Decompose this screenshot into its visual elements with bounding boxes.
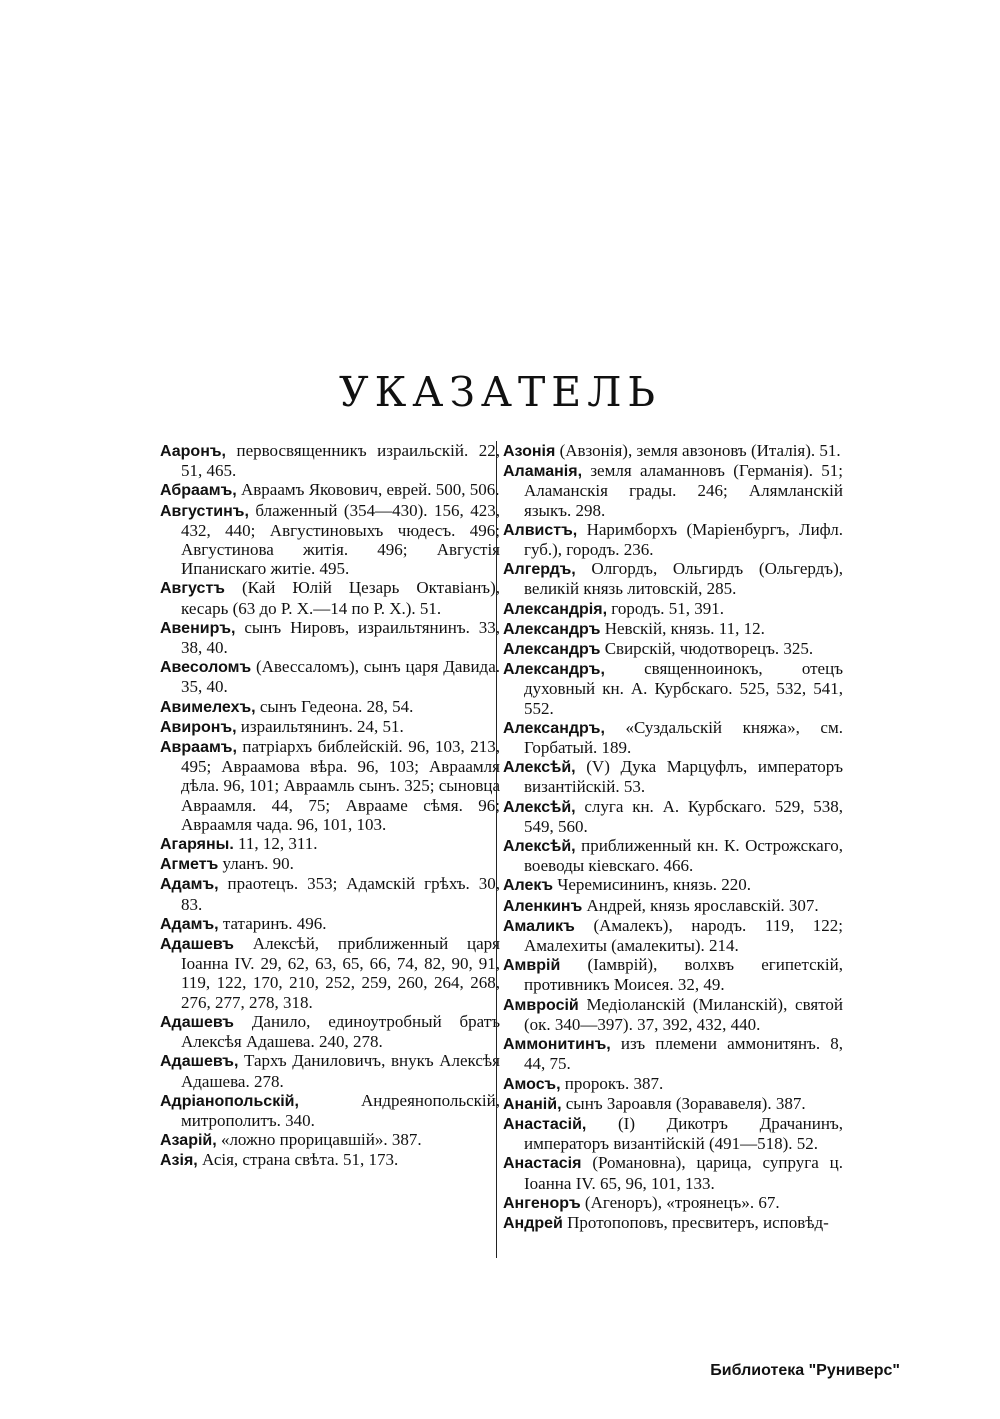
entry-headword: Амвросій [503, 996, 579, 1014]
entry-text: земля аламанновъ (Германія). 51; Аламанскія грады. 246; Алямланскій языкъ. 298. [524, 461, 843, 520]
entry-headword: Алексѣй, [503, 759, 576, 777]
index-entry [503, 797, 843, 836]
entry-headword: Александръ, [503, 661, 605, 679]
entry-text: праотецъ. 353; Адамскій грѣхъ. 30, 83. [181, 874, 500, 914]
index-entry [503, 639, 843, 659]
entry-text: патріархъ библейскій. 96, 103, 213, 495; Авраамова вѣра. 96, 103; Авраамля дѣла. 96, 101; Авраамль сынъ. 325; сыновца Авраамля. 44, 75; Аврааме сѣмя. 96; Авраамля чада. 96, 101, 103. [181, 737, 500, 834]
entry-headword: Азія, [160, 1152, 198, 1170]
index-entry [160, 578, 500, 617]
entry-text: Олгордъ, Ольгирдъ (Ольгердъ), великій князь литовскій, 285. [524, 559, 843, 599]
entry-headword: Адамъ, [160, 876, 219, 894]
entry-text: Тархъ Даниловичъ, внукъ Алексѣя Адашева. 278. [181, 1051, 500, 1091]
entry-text: 11, 12, 311. [233, 834, 318, 854]
entry-headword: Агметъ [160, 856, 219, 874]
entry-headword: Азонія [503, 443, 556, 460]
entry-headword: Авиронъ, [160, 718, 237, 736]
entry-text: блаженный (354—430). 156, 423, 432, 440; Августиновыхъ чюдесъ. 496; Августинова житія. 496; Августія Ипанискаго житіе. 495. [181, 500, 500, 579]
index-entry [160, 1012, 500, 1051]
entry-text: Данило, единоутробный братъ Алексѣя Адашева. 240, 278. [181, 1011, 500, 1052]
index-entry [503, 916, 843, 955]
entry-headword: Адашевъ [160, 936, 234, 954]
entry-headword: Алексѣй, [503, 798, 576, 816]
entry-text: Невскій, князь. 11, 12. [600, 618, 765, 638]
entry-headword: Аленкинъ [503, 897, 583, 915]
entry-headword: Андрей [503, 1214, 563, 1232]
index-entry [503, 1034, 843, 1073]
entry-headword: Александрія, [503, 600, 608, 618]
entry-headword: Авениръ, [160, 619, 236, 637]
entry-headword: Агаряны. [160, 836, 234, 854]
index-entry [503, 619, 843, 639]
entry-text: Андреянопольскій, митрополитъ. 340. [181, 1090, 500, 1130]
entry-text: (Авессаломъ), сынъ царя Давида. 35, 40. [181, 657, 500, 697]
entry-text: «Суздальскій княжа», см. Горбатый. 189. [524, 717, 843, 758]
entry-headword: Алгердъ, [503, 561, 576, 579]
entry-text: городъ. 51, 391. [607, 598, 725, 618]
index-entry [503, 1153, 843, 1192]
entry-headword: Аламанія, [503, 463, 583, 481]
index-entry [160, 1130, 500, 1150]
entry-text: (Авзонія), земля авзоновъ (Италія). 51. [555, 441, 841, 460]
index-entry [160, 874, 500, 913]
index-entry [160, 1091, 500, 1130]
entry-headword: Адріанопольскій, [160, 1092, 299, 1110]
entry-text: Медіоланскій (Миланскій), святой (ок. 340—397). 37, 392, 432, 440. [524, 994, 843, 1034]
entry-text: сынъ Зароавля (Зорававеля). 387. [561, 1093, 806, 1113]
index-entry [503, 1114, 843, 1153]
entry-text: уланъ. 90. [218, 854, 294, 874]
entry-text: Алексѣй, приближенный царя Іоанна IV. 29, 62, 63, 65, 66, 74, 82, 90, 91, 119, 122, 170, 210, 252, 259, 260, 264, 268, 276, 277, 278, 318. [181, 934, 500, 1012]
entry-text: изъ племени аммонитянъ. 8, 44, 75. [524, 1034, 843, 1074]
index-entry [503, 1094, 843, 1114]
index-entry [503, 955, 843, 994]
entry-headword: Анастасія [503, 1155, 582, 1173]
entry-text: Черемисининъ, князь. 220. [553, 875, 751, 895]
entry-headword: Амаликъ [503, 917, 575, 935]
entry-headword: Ааронъ, [160, 443, 226, 460]
entry-headword: Авимелехъ, [160, 698, 256, 716]
entry-text: (Кай Юлій Цезарь Октавіанъ), кесарь (63 до Р. Х.—14 по Р. Х.). 51. [181, 578, 500, 618]
entry-headword: Александръ, [503, 719, 605, 737]
entry-headword: Амврій [503, 957, 561, 975]
index-entry [503, 599, 843, 619]
index-entry [503, 659, 843, 718]
entry-text: «ложно прорицавшій». 387. [216, 1130, 422, 1150]
index-entry [503, 757, 843, 796]
entry-headword: Амосъ, [503, 1075, 561, 1093]
index-entry [160, 934, 500, 1012]
entry-text: слуга кн. А. Курбскаго. 529, 538, 549, 560. [524, 796, 843, 836]
entry-text: (I) Дикотръ Драчанинъ, императоръ византійскій (491—518). 52. [524, 1113, 843, 1154]
entry-text: Наримборхъ (Маріенбургъ, Лифл. губ.), городъ. 236. [524, 519, 843, 560]
index-entry [503, 836, 843, 875]
entry-text: татаринъ. 496. [218, 913, 327, 933]
index-entry [503, 559, 843, 598]
entry-headword: Ананій, [503, 1095, 562, 1113]
index-entry [160, 914, 500, 934]
entry-headword: Алексѣй, [503, 838, 576, 856]
index-entry [160, 1150, 500, 1170]
column-divider [496, 441, 497, 1258]
index-entry [503, 875, 843, 895]
entry-headword: Адашевъ, [160, 1053, 239, 1071]
entry-text: израильтянинъ. 24, 51. [236, 716, 404, 736]
library-watermark: Библиотека "Руниверс" [710, 1362, 900, 1379]
entry-text: Асія, страна свѣта. 51, 173. [197, 1150, 399, 1170]
index-entry [503, 520, 843, 559]
entry-text: Протопоповъ, пресвитеръ, исповѣд- [562, 1212, 829, 1232]
entry-text: Андрей, князь ярославскій. 307. [582, 895, 819, 915]
index-entry [160, 501, 500, 579]
index-entry [503, 896, 843, 916]
entry-headword: Адамъ, [160, 915, 219, 933]
entry-headword: Анастасій, [503, 1115, 587, 1133]
entry-text: Авраамъ Яковович, еврей. 500, 506. [236, 480, 500, 500]
index-entry [503, 995, 843, 1034]
index-entry [160, 854, 500, 874]
entry-headword: Азарій, [160, 1132, 217, 1150]
index-entry [160, 697, 500, 717]
entry-headword: Александръ [503, 641, 601, 659]
index-entry [160, 737, 500, 834]
entry-headword: Адашевъ [160, 1013, 234, 1031]
entry-text: (Агеноръ), «троянецъ». 67. [580, 1192, 780, 1212]
index-column-right [503, 441, 843, 1233]
entry-headword: Алекъ [503, 877, 554, 895]
entry-text: (Романовна), царица, супруга ц. Іоанна IV. 65, 96, 101, 133. [524, 1153, 843, 1193]
page-title: УКАЗАТЕЛЬ [338, 368, 662, 416]
index-entry [160, 618, 500, 657]
index-entry [160, 480, 500, 500]
entry-text: приближенный кн. К. Острожскаго, воеводы кіевскаго. 466. [524, 836, 843, 876]
entry-text: (Амалекъ), народъ. 119, 122; Амалехиты (амалекиты). 214. [524, 915, 843, 956]
entry-text: первосвященникъ израильскій. 22, 51, 465. [181, 441, 500, 481]
entry-headword: Авесоломъ [160, 659, 252, 677]
entry-text: сынъ Нировъ, израильтянинъ. 33, 38, 40. [181, 617, 500, 658]
entry-headword: Ангеноръ [503, 1194, 581, 1212]
index-entry [160, 441, 500, 480]
index-entry [503, 718, 843, 757]
entry-text: пророкъ. 387. [560, 1073, 664, 1093]
index-entry [503, 441, 843, 461]
entry-text: Свирскій, чюдотворецъ. 325. [600, 639, 814, 659]
entry-headword: Аммонитинъ, [503, 1036, 611, 1054]
index-entry [503, 461, 843, 520]
index-entry [503, 1193, 843, 1213]
entry-text: (V) Дука Марцуфлъ, императоръ византійскій. 53. [524, 757, 843, 797]
entry-headword: Алвистъ, [503, 521, 578, 539]
entry-headword: Абраамъ, [160, 482, 237, 500]
index-entry [503, 1213, 843, 1233]
entry-headword: Авраамъ, [160, 739, 237, 757]
index-column-left [160, 441, 500, 1171]
entry-headword: Александръ [503, 620, 601, 638]
index-entry [160, 1051, 500, 1090]
entry-text: сынъ Гедеона. 28, 54. [255, 696, 414, 716]
entry-text: (Іамврій), волхвъ египетскій, противникъ Моисея. 32, 49. [524, 955, 843, 995]
index-entry [160, 834, 500, 854]
entry-headword: Августъ [160, 580, 225, 598]
entry-text: священноинокъ, отецъ духовный кн. А. Курбскаго. 525, 532, 541, 552. [524, 659, 843, 718]
index-entry [160, 657, 500, 696]
index-entry [160, 717, 500, 737]
index-entry [503, 1074, 843, 1094]
entry-headword: Августинъ, [160, 502, 249, 520]
